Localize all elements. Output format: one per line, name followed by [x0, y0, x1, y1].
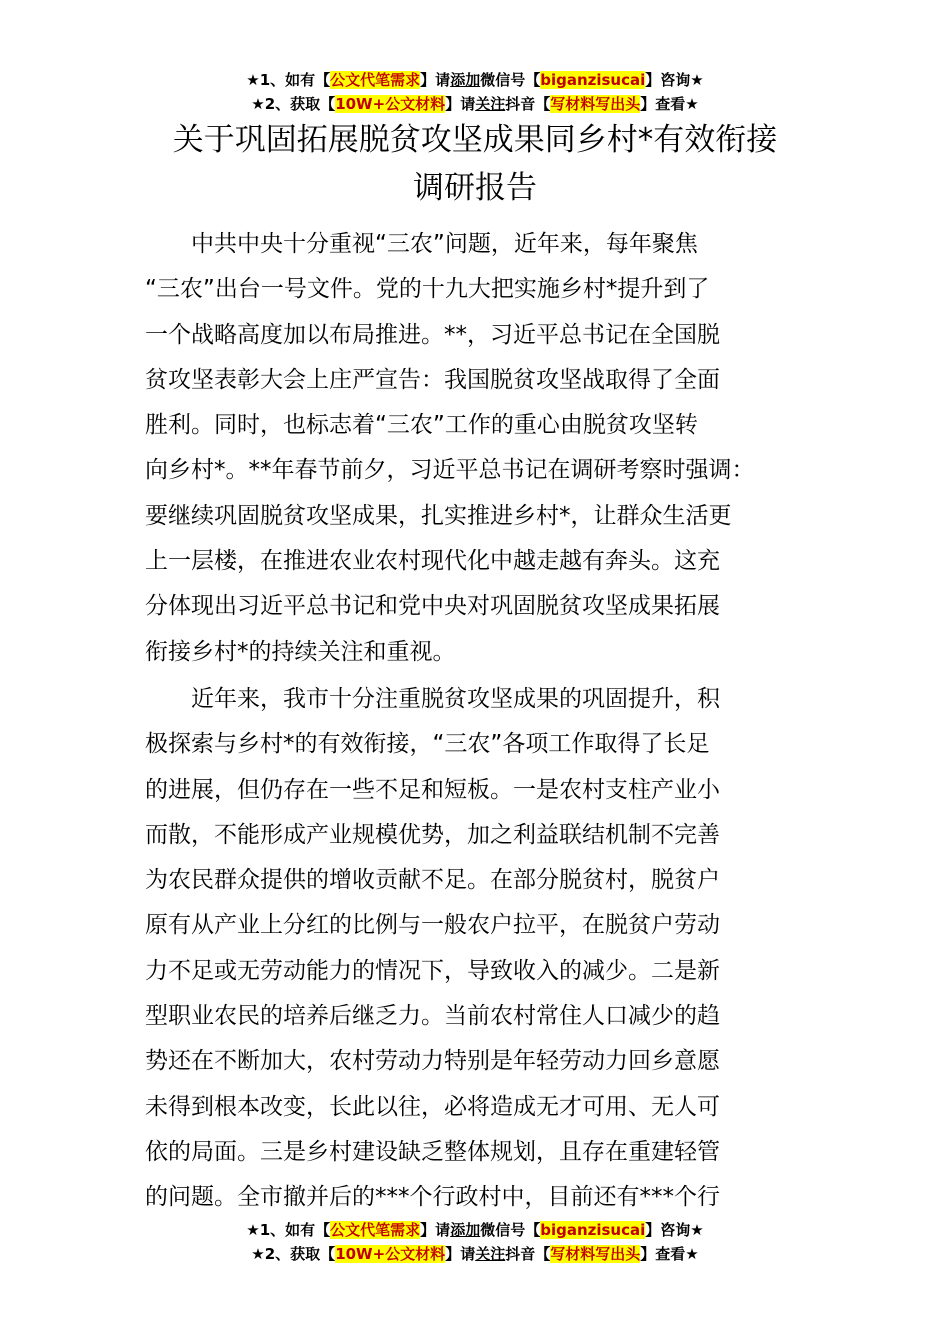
banner-highlight: 公文代笔需求 [330, 1221, 421, 1239]
text-line: 中共中央十分重视“三农”问题，近年来，每年聚焦 [145, 231, 698, 257]
banner-text: 】查看★ [640, 1245, 699, 1263]
text-line: 近年来，我市十分注重脱贫攻坚成果的巩固提升，积 [145, 686, 720, 712]
text-line: 为农民群众提供的增收贡献不足。在部分脱贫村，脱贫户 [145, 867, 720, 894]
text-line: 胜利。同时，也标志着“三农”工作的重心由脱贫攻坚转 [145, 412, 698, 439]
text-line: 力不足或无劳动能力的情况下，导致收入的减少。二是新 [145, 957, 720, 984]
text-line: 依的局面。三是乡村建设缺乏整体规划，且存在重建轻管 [145, 1138, 720, 1165]
banner-text: 】请 [445, 95, 476, 113]
banner-highlight: 公文代笔需求 [330, 71, 421, 89]
footer-banner-line-1 [0, 1218, 950, 1242]
text-line: 的进展，但仍存在一些不足和短板。一是农村支柱产业小 [145, 776, 720, 803]
title-line-1: 关于巩固拓展脱贫攻坚成果同乡村*有效衔接 [172, 122, 778, 158]
banner-text: 微信号【 [480, 71, 541, 89]
text-line: 而散，不能形成产业规模优势，加之利益联结机制不完善 [145, 821, 720, 848]
header-banner-line-2 [0, 92, 950, 116]
footer-banner-line-2 [0, 1242, 950, 1266]
banner-text: 】请 [445, 1245, 476, 1263]
banner-text: 】请 [420, 1221, 451, 1239]
banner-highlight: biganzisucai [540, 71, 646, 89]
footer-banner [0, 1218, 950, 1266]
banner-text: 】咨询★ [645, 1221, 704, 1239]
paragraph-1 [145, 222, 810, 675]
banner-text: 抖音【 [505, 95, 551, 113]
header-banner [0, 68, 950, 116]
banner-highlight: 10W+公文材料 [335, 95, 446, 113]
text-line: 未得到根本改变，长此以往，必将造成无才可用、无人可 [145, 1093, 720, 1120]
text-line: 贫攻坚表彰大会上庄严宣告：我国脱贫攻坚战取得了全面 [145, 366, 720, 393]
banner-text: 微信号【 [480, 1221, 541, 1239]
banner-text: 】查看★ [640, 95, 699, 113]
text-line: “三农”出台一号文件。党的十九大把实施乡村*提升到了 [145, 276, 710, 303]
banner-text: ★2、获取【 [251, 95, 336, 113]
banner-highlight: 10W+公文材料 [335, 1245, 446, 1263]
text-line: 原有从产业上分红的比例与一般农户拉平，在脱贫户劳动 [145, 912, 720, 939]
banner-underlined-text: 关注 [475, 95, 506, 113]
banner-text: 】请 [420, 71, 451, 89]
text-line: 上一层楼，在推进农业农村现代化中越走越有奔头。这充 [145, 548, 720, 575]
banner-underlined-text: 添加 [450, 1221, 481, 1239]
banner-text: ★1、如有【 [246, 1221, 331, 1239]
text-line: 一个战略高度加以布局推进。**，习近平总书记在全国脱 [145, 321, 720, 348]
text-line: 极探索与乡村*的有效衔接，“三农”各项工作取得了长足 [145, 731, 710, 758]
document-title [100, 116, 850, 212]
banner-highlight: 写材料写出头 [550, 95, 641, 113]
text-line: 势还在不断加大，农村劳动力特别是年轻劳动力回乡意愿 [145, 1048, 720, 1075]
text-line: 的问题。全市撤并后的***个行政村中，目前还有***个行 [145, 1184, 720, 1211]
paragraph-2 [145, 677, 810, 1221]
header-banner-line-1 [0, 68, 950, 92]
banner-underlined-text: 添加 [450, 71, 481, 89]
title-line-2: 调研报告 [413, 170, 537, 206]
banner-highlight: 写材料写出头 [550, 1245, 641, 1263]
banner-text: ★2、获取【 [251, 1245, 336, 1263]
banner-text: ★1、如有【 [246, 71, 331, 89]
text-line: 要继续巩固脱贫攻坚成果，扎实推进乡村*，让群众生活更 [145, 502, 732, 529]
banner-highlight: biganzisucai [540, 1221, 646, 1239]
banner-text: 抖音【 [505, 1245, 551, 1263]
banner-underlined-text: 关注 [475, 1245, 506, 1263]
text-line: 向乡村*。**年春节前夕，习近平总书记在调研考察时强调： [145, 457, 755, 484]
text-line: 衔接乡村*的持续关注和重视。 [145, 638, 456, 665]
banner-text: 】咨询★ [645, 71, 704, 89]
text-line: 型职业农民的培养后继乏力。当前农村常住人口减少的趋 [145, 1003, 720, 1030]
text-line: 分体现出习近平总书记和党中央对巩固脱贫攻坚成果拓展 [145, 593, 720, 620]
